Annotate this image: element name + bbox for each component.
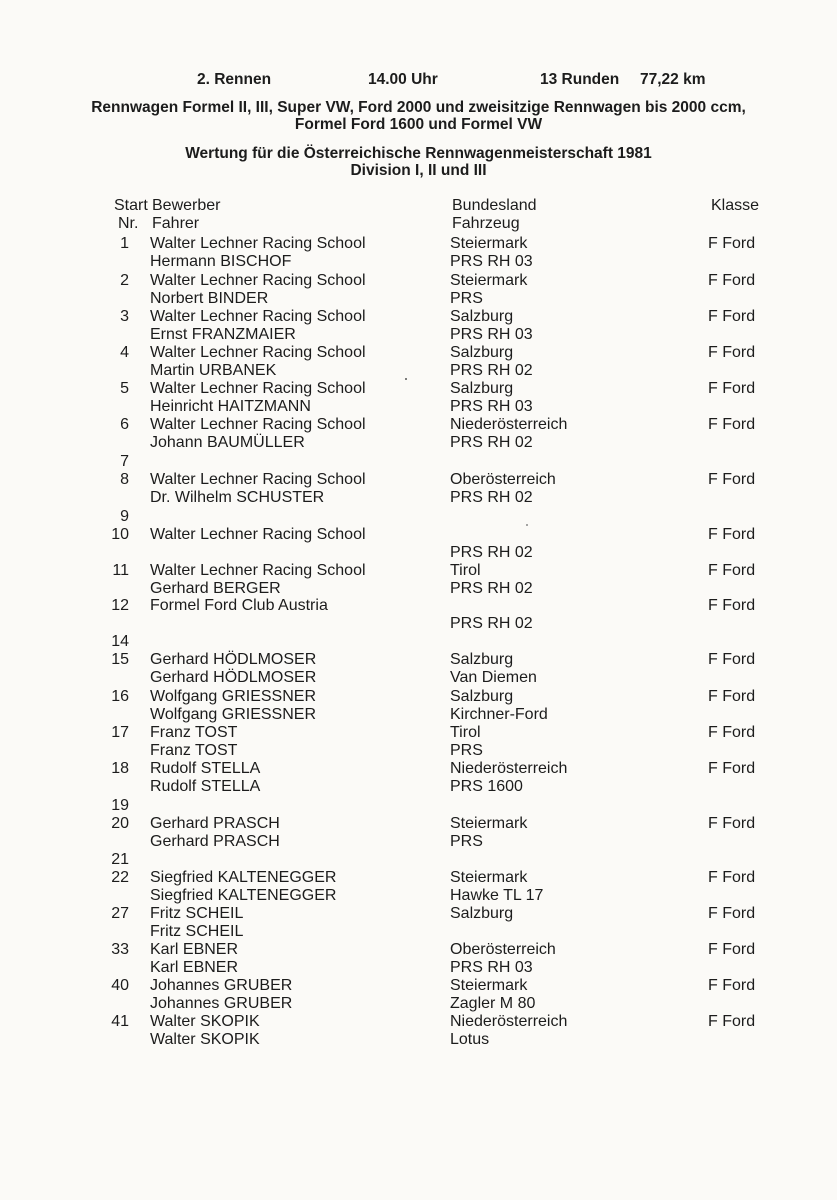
entrant-name: Fritz SCHEIL (150, 905, 244, 922)
class-name: F Ford (708, 380, 756, 397)
class-name: F Ford (708, 344, 756, 361)
state-name: Salzburg (450, 651, 514, 668)
driver-name: Martin URBANEK (150, 362, 277, 379)
state-name: Niederösterreich (450, 760, 568, 777)
vehicle-name: PRS RH 02 (450, 615, 533, 632)
race-distance: 77,22 km (640, 71, 706, 88)
class-name: F Ford (708, 471, 756, 488)
vehicle-name: PRS RH 02 (450, 489, 533, 506)
state-name: Niederösterreich (450, 1013, 568, 1030)
entrant-name: Walter Lechner Racing School (150, 471, 366, 488)
entrant-name: Walter Lechner Racing School (150, 526, 366, 543)
entrant-name: Walter Lechner Racing School (150, 380, 366, 397)
driver-name: Gerhard BERGER (150, 580, 281, 597)
race-number: 2. Rennen (197, 71, 272, 88)
class-name: F Ford (708, 815, 756, 832)
entrant-name: Walter Lechner Racing School (150, 272, 366, 289)
entrant-name: Wolfgang GRIESSNER (150, 688, 316, 705)
start-number: 5 (120, 380, 129, 397)
vehicle-name: PRS (450, 742, 483, 759)
state-name: Salzburg (450, 688, 514, 705)
class-name: F Ford (708, 905, 756, 922)
entrant-name: Walter Lechner Racing School (150, 344, 366, 361)
vehicle-name: PRS RH 02 (450, 580, 533, 597)
entrant-name: Johannes GRUBER (150, 977, 293, 994)
state-name: Salzburg (450, 905, 514, 922)
vehicle-name: Hawke TL 17 (450, 887, 544, 904)
state-name: Steiermark (450, 977, 528, 994)
start-number: 40 (111, 977, 129, 994)
driver-name: Johannes GRUBER (150, 995, 293, 1012)
vehicle-name: PRS RH 03 (450, 326, 533, 343)
entrant-name: Walter SKOPIK (150, 1013, 260, 1030)
driver-name: Wolfgang GRIESSNER (150, 706, 316, 723)
driver-name: Walter SKOPIK (150, 1031, 260, 1048)
entrant-name: Rudolf STELLA (150, 760, 261, 777)
driver-name: Gerhard PRASCH (150, 833, 280, 850)
col-bewerber-header: Bewerber (152, 197, 221, 214)
vehicle-name: PRS 1600 (450, 778, 523, 795)
class-name: F Ford (708, 724, 756, 741)
paper-speck (526, 524, 528, 526)
class-name: F Ford (708, 597, 756, 614)
start-number: 33 (111, 941, 129, 958)
driver-name: Franz TOST (150, 742, 238, 759)
vehicle-name: Zagler M 80 (450, 995, 536, 1012)
class-name: F Ford (708, 526, 756, 543)
start-number: 20 (111, 815, 129, 832)
class-name: F Ford (708, 688, 756, 705)
vehicle-name: Lotus (450, 1031, 490, 1048)
class-name: F Ford (708, 869, 756, 886)
driver-name: Norbert BINDER (150, 290, 269, 307)
entrant-name: Walter Lechner Racing School (150, 235, 366, 252)
start-number: 4 (120, 344, 129, 361)
entrant-name: Franz TOST (150, 724, 238, 741)
race-time: 14.00 Uhr (368, 71, 438, 88)
class-name: F Ford (708, 1013, 756, 1030)
vehicle-name: PRS RH 03 (450, 959, 533, 976)
start-number: 1 (120, 235, 129, 252)
driver-name: Gerhard HÖDLMOSER (150, 669, 317, 686)
driver-name: Hermann BISCHOF (150, 253, 292, 270)
vehicle-name: PRS RH 03 (450, 253, 533, 270)
state-name: Steiermark (450, 869, 528, 886)
start-number: 2 (120, 272, 129, 289)
driver-name: Ernst FRANZMAIER (150, 326, 296, 343)
vehicle-name: PRS (450, 290, 483, 307)
driver-name: Dr. Wilhelm SCHUSTER (150, 489, 325, 506)
col-fahrzeug-header: Fahrzeug (452, 215, 520, 232)
start-number: 18 (111, 760, 129, 777)
state-name: Tirol (450, 562, 481, 579)
entrant-name: Gerhard HÖDLMOSER (150, 651, 317, 668)
title-line-1: Rennwagen Formel II, III, Super VW, Ford 2000 und zweisitzige Rennwagen bis 2000 ccm, (91, 99, 746, 116)
start-number: 12 (111, 597, 129, 614)
subtitle-line-2: Division I, II und III (350, 162, 487, 179)
race-laps: 13 Runden (540, 71, 620, 88)
vehicle-name: PRS RH 02 (450, 544, 533, 561)
entrant-name: Gerhard PRASCH (150, 815, 280, 832)
class-name: F Ford (708, 308, 756, 325)
col-start-header: Start (114, 197, 148, 214)
start-number: 27 (111, 905, 129, 922)
driver-name: Heinricht HAITZMANN (150, 398, 311, 415)
entrant-name: Walter Lechner Racing School (150, 308, 366, 325)
start-number: 6 (120, 416, 129, 433)
entrant-name: Siegfried KALTENEGGER (150, 869, 337, 886)
start-number: 11 (112, 562, 129, 579)
class-name: F Ford (708, 977, 756, 994)
state-name: Steiermark (450, 235, 528, 252)
start-number: 21 (111, 851, 129, 868)
vehicle-name: Kirchner-Ford (450, 706, 548, 723)
title-line-2: Formel Ford 1600 und Formel VW (294, 116, 543, 133)
vehicle-name: PRS RH 02 (450, 434, 533, 451)
start-number: 9 (120, 508, 129, 525)
driver-name: Johann BAUMÜLLER (150, 434, 305, 451)
col-klasse-header: Klasse (711, 197, 760, 214)
class-name: F Ford (708, 272, 756, 289)
vehicle-name: PRS RH 02 (450, 362, 533, 379)
col-fahrer-header: Fahrer (152, 215, 200, 232)
start-number: 7 (120, 453, 129, 470)
start-number: 3 (120, 308, 129, 325)
start-number: 10 (111, 526, 129, 543)
vehicle-name: Van Diemen (450, 669, 537, 686)
col-nr-header: Nr. (118, 215, 139, 232)
subtitle-line-1: Wertung für die Österreichische Rennwagenmeisterschaft 1981 (185, 145, 652, 162)
state-name: Oberösterreich (450, 471, 556, 488)
vehicle-name: PRS RH 03 (450, 398, 533, 415)
class-name: F Ford (708, 562, 756, 579)
state-name: Salzburg (450, 308, 514, 325)
state-name: Salzburg (450, 344, 514, 361)
driver-name: Fritz SCHEIL (150, 923, 244, 940)
vehicle-name: PRS (450, 833, 483, 850)
class-name: F Ford (708, 941, 756, 958)
entrant-name: Walter Lechner Racing School (150, 562, 366, 579)
paper-speck (405, 378, 407, 380)
start-number: 19 (111, 797, 129, 814)
start-number: 15 (111, 651, 129, 668)
state-name: Niederösterreich (450, 416, 568, 433)
state-name: Oberösterreich (450, 941, 556, 958)
class-name: F Ford (708, 235, 756, 252)
state-name: Steiermark (450, 815, 528, 832)
class-name: F Ford (708, 416, 756, 433)
class-name: F Ford (708, 651, 756, 668)
start-number: 41 (111, 1013, 129, 1030)
start-number: 22 (111, 869, 129, 886)
start-number: 14 (111, 633, 129, 650)
state-name: Salzburg (450, 380, 514, 397)
driver-name: Rudolf STELLA (150, 778, 261, 795)
state-name: Steiermark (450, 272, 528, 289)
driver-name: Karl EBNER (150, 959, 239, 976)
class-name: F Ford (708, 760, 756, 777)
entrant-name: Walter Lechner Racing School (150, 416, 366, 433)
start-number: 17 (111, 724, 129, 741)
start-number: 8 (120, 471, 129, 488)
driver-name: Siegfried KALTENEGGER (150, 887, 337, 904)
entrant-name: Karl EBNER (150, 941, 239, 958)
start-number: 16 (111, 688, 129, 705)
state-name: Tirol (450, 724, 481, 741)
entrant-name: Formel Ford Club Austria (150, 597, 328, 614)
col-bundesland-header: Bundesland (452, 197, 537, 214)
